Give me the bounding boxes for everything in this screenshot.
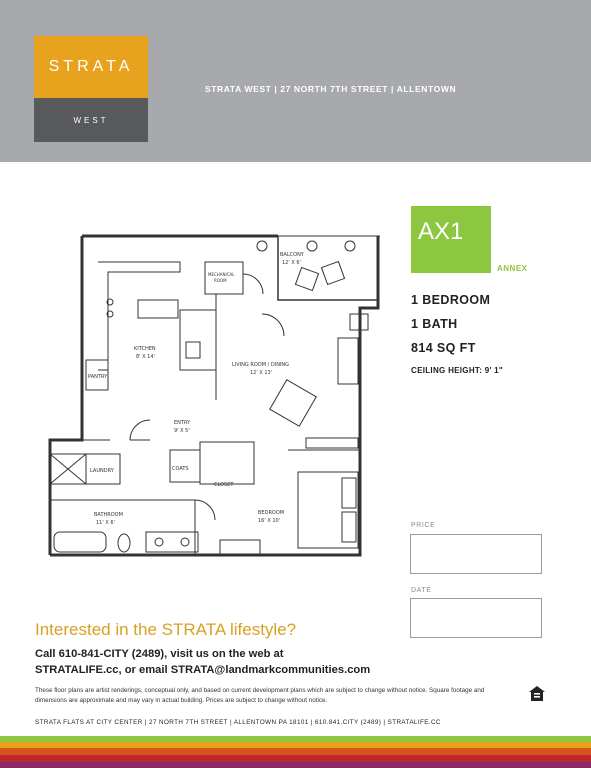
label-mechanical-room: ROOM bbox=[214, 278, 227, 283]
footer-stripes bbox=[0, 736, 591, 768]
label-bedroom: BEDROOM bbox=[258, 510, 285, 516]
logo-bottom-block bbox=[34, 98, 148, 142]
unit-size: 814 SQ FT bbox=[411, 341, 476, 355]
logo-west-text: WEST bbox=[73, 115, 109, 125]
price-label: PRICE bbox=[411, 522, 436, 529]
label-balcony: BALCONY bbox=[280, 252, 304, 258]
price-field[interactable] bbox=[410, 534, 542, 574]
label-bedroom-dim: 16' X 10' bbox=[258, 518, 281, 524]
unit-bedrooms: 1 BEDROOM bbox=[411, 293, 491, 307]
label-bathroom-dim: 11' X 6' bbox=[96, 520, 115, 526]
label-entry-dim: 9' X 5' bbox=[174, 428, 190, 434]
header-address: STRATA WEST | 27 NORTH 7TH STREET | ALLENTOWN bbox=[205, 84, 457, 94]
label-entry: ENTRY bbox=[174, 420, 191, 426]
label-coats: COATS bbox=[172, 466, 189, 472]
header-band bbox=[0, 0, 591, 162]
label-kitchen: KITCHEN bbox=[134, 346, 156, 352]
label-bathroom: BATHROOM bbox=[94, 512, 123, 518]
unit-ceiling-height: CEILING HEIGHT: 9' 1" bbox=[411, 366, 504, 375]
stripe-purple bbox=[0, 762, 591, 768]
label-mechanical: MECHANICAL bbox=[208, 272, 235, 277]
unit-building: ANNEX bbox=[497, 264, 528, 273]
equal-housing-opportunity-icon bbox=[528, 685, 546, 703]
cta-contact-line1: Call 610-841-CITY (2489), visit us on the web at bbox=[35, 648, 284, 660]
unit-code: AX1 bbox=[418, 218, 464, 245]
label-closet: CLOSET bbox=[214, 482, 234, 488]
label-living-dim: 12' X 13' bbox=[250, 370, 273, 376]
label-balcony-dim: 12' X 6' bbox=[282, 260, 301, 266]
stripe-orange bbox=[0, 748, 591, 755]
stripe-gold bbox=[0, 742, 591, 748]
label-pantry: PANTRY bbox=[88, 374, 108, 380]
logo-strata-text: STRATA bbox=[48, 58, 134, 75]
logo-top-block bbox=[34, 36, 148, 98]
cta-headline: Interested in the STRATA lifestyle? bbox=[35, 620, 297, 639]
cta-contact-line2[interactable]: STRATALIFE.cc, or email STRATA@landmarkcommunities.com bbox=[35, 664, 371, 676]
label-laundry: LAUNDRY bbox=[90, 468, 114, 474]
footer-text: STRATA FLATS AT CITY CENTER | 27 NORTH 7TH STREET | ALLENTOWN PA 18101 | 610.841.CITY (2489) | STRATALIFE.CC bbox=[35, 719, 441, 726]
label-living: LIVING ROOM / DINING bbox=[232, 362, 290, 368]
date-field[interactable] bbox=[410, 598, 542, 638]
unit-baths: 1 BATH bbox=[411, 317, 458, 331]
date-label: DATE bbox=[411, 587, 432, 594]
label-kitchen-dim: 8' X 14' bbox=[136, 354, 155, 360]
floor-plan bbox=[30, 210, 392, 590]
disclaimer-text: These floor plans are artist renderings, conceptual only, and based on current development plans which are subject to change without notice. Square footage and dimensions are approximate and may vary in actual building. Prices are subject to change without notice. bbox=[35, 687, 485, 704]
stripe-red bbox=[0, 755, 591, 762]
stripe-green bbox=[0, 736, 591, 742]
strata-west-logo[interactable] bbox=[34, 36, 148, 142]
